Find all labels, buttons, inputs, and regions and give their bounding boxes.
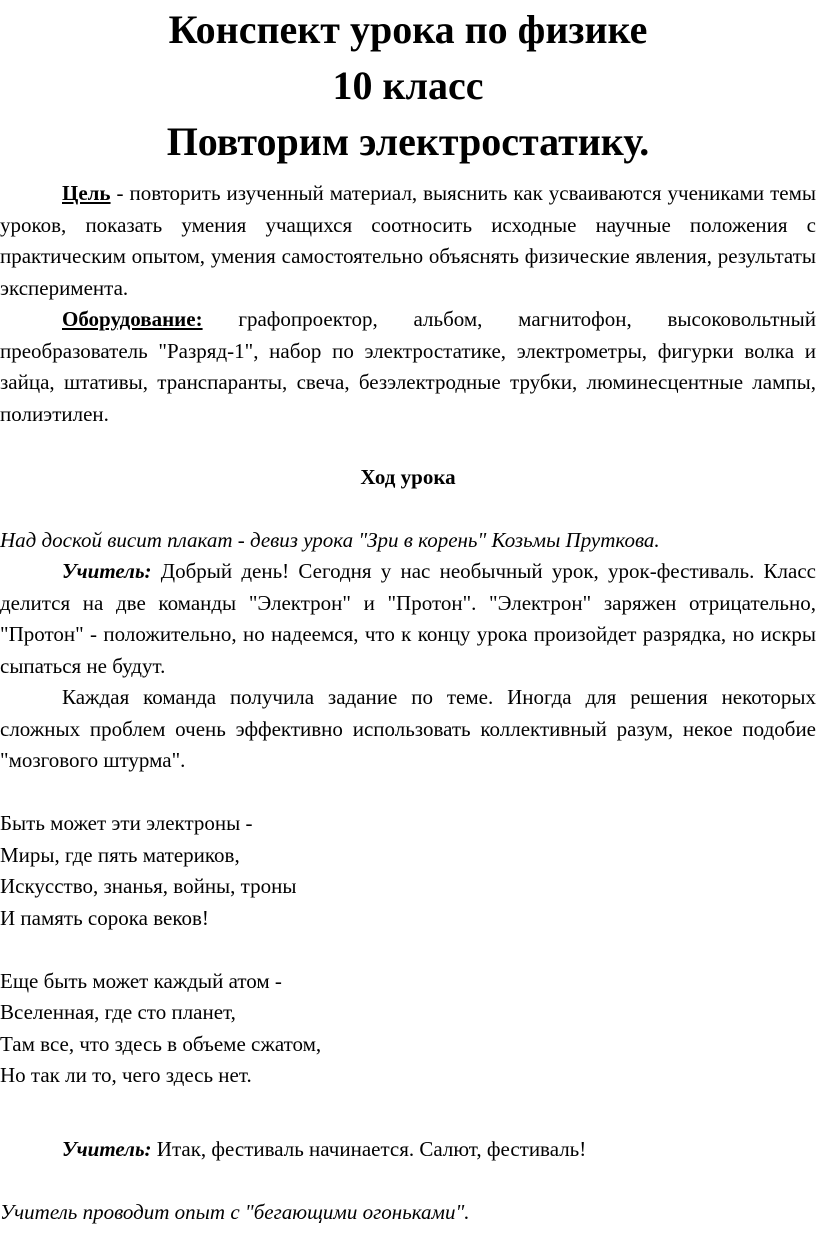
teacher-speaker-label: Учитель: [62,559,152,583]
poem-stanza-1 [0,808,816,934]
poem-line: Еще быть может каждый атом - [0,968,282,993]
poem-line: Там все, что здесь в объеме сжатом, [0,1031,322,1056]
teacher-speech-1 [0,556,816,682]
equipment-text: графопроектор, альбом, магнитофон, высоковольтный преобразователь "Разряд-1", набор по электростатике, электрометры, фигурки волка и зайца, штативы, транспаранты, свеча, безэлектродные трубки, люминесцентные лампы, полиэтилен. [0,307,816,426]
spacer [0,1092,816,1134]
spacer [0,430,816,462]
section-heading: Ход урока [360,464,456,489]
poster-note: Над доской висит плакат - девиз урока "Зри в корень" Козьмы Пруткова. [0,527,660,552]
teacher-speech-text: Добрый день! Сегодня у нас необычный урок, урок-фестиваль. Класс делится на две команды "Электрон" и "Протон". "Электрон" заряжен отрицательно, "Протон" - положительно, но надеемся, что к концу урока произойдет разрядка, но искры сыпаться не будут. [0,559,816,678]
goal-label: Цель [62,181,111,205]
teacher-speech-text: Итак, фестиваль начинается. Салют, фестиваль! [151,1136,587,1161]
title-line-2: 10 класс [332,63,484,108]
poem-line: И память сорока веков! [0,905,209,930]
goal-text: - повторить изученный материал, выяснить как усваиваются учениками темы уроков, показать умения учащихся соотносить исходные научные положения с практическим опытом, умения самостоятельно объяснять физические явления, результаты эксперимента. [0,181,816,300]
equipment-paragraph [0,304,816,430]
poem-stanza-2 [0,966,816,1092]
poem-line: Быть может эти электроны - [0,811,253,835]
poem-line: Миры, где пять материков, [0,842,240,867]
title-line-1: Конспект урока по физике [168,7,648,52]
document-body [0,178,816,1228]
title-block [0,0,816,170]
poem-line: Вселенная, где сто планет, [0,1000,236,1024]
spacer [0,777,816,809]
poem-line: Но так ли то, чего здесь нет. [0,1063,252,1087]
spacer [0,493,816,525]
team-paragraph: Каждая команда получила задание по теме. Иногда для решения некоторых сложных проблем очень эффективно использовать коллективный разум, некое подобие "мозгового штурма". [0,685,816,772]
final-note: Учитель проводит опыт с "бегающими огоньками". [0,1199,470,1224]
equipment-label: Оборудование: [62,307,203,331]
teacher-speech-2 [0,1134,816,1166]
goal-paragraph [0,178,816,304]
poem-line: Искусство, знанья, войны, троны [0,874,297,898]
title-line-3: Повторим электростатику. [166,119,650,164]
teacher-speaker-label: Учитель: [62,1136,152,1161]
spacer [0,1165,816,1197]
spacer [0,934,816,966]
